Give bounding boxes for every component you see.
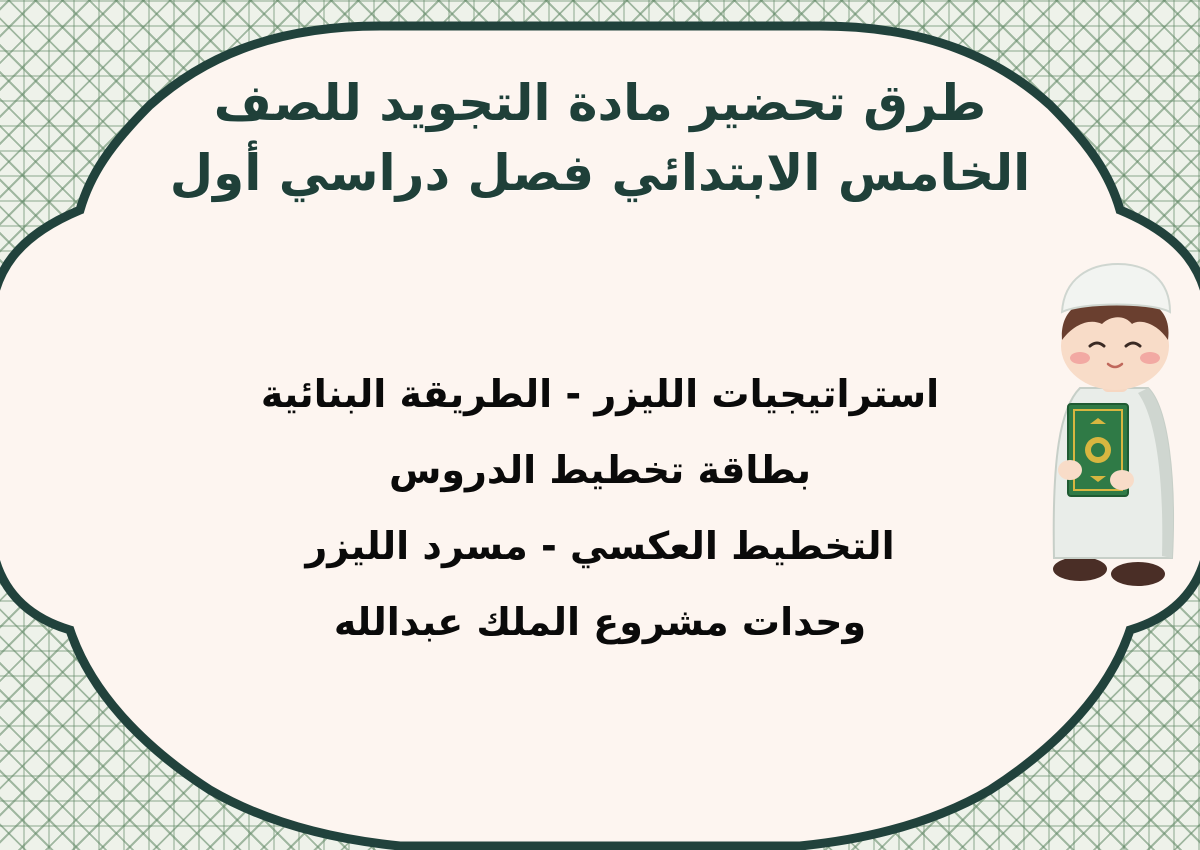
book-medallion-inner — [1091, 443, 1105, 457]
topic-item: بطاقة تخطيط الدروس — [389, 448, 811, 492]
topic-item: وحدات مشروع الملك عبدالله — [333, 600, 867, 644]
right-hand — [1110, 470, 1134, 490]
title-line-2: الخامس الابتدائي فصل دراسي أول — [169, 144, 1031, 202]
topic-item: استراتيجيات الليزر - الطريقة البنائية — [260, 372, 940, 416]
left-cheek — [1070, 352, 1090, 364]
cap — [1062, 264, 1170, 312]
topics-list — [160, 356, 1040, 660]
topic-item: التخطيط العكسي - مسرد الليزر — [305, 524, 895, 568]
boy-holding-quran-icon — [1040, 258, 1190, 598]
page-title — [130, 68, 1070, 208]
left-hand — [1058, 460, 1082, 480]
left-shoe — [1053, 557, 1107, 581]
title-line-1: طرق تحضير مادة التجويد للصف — [213, 74, 987, 132]
right-shoe — [1111, 562, 1165, 586]
right-cheek — [1140, 352, 1160, 364]
